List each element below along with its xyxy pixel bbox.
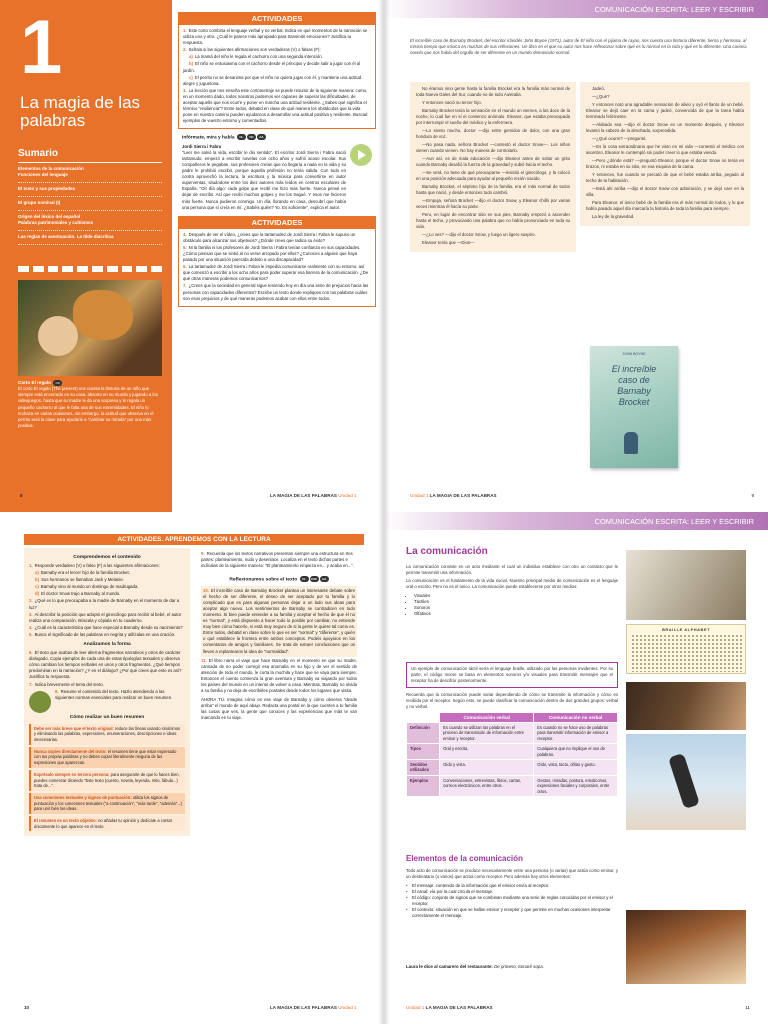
sign-language-photo bbox=[626, 682, 746, 730]
elementos-section: Todo acto de comunicación se produce necesariamente entre una persona (o varias) que actúa como emisor, y un destinatario (o varios) que actúa como receptor. Pero además hay otros elementos: • El mensaje: contenido de la información que el emisor envía al receptor. • El canal: vía por la cual circula el mensaje. • El código: conjunto de signos que se combinan mediante una serie de reglas conocidas por el emisor y el receptor. • El contexto: situación en que se hallan emisor y receptor y que permite en muchas ocasiones interpretar correctamente el mensaje. bbox=[406, 868, 618, 919]
footer: Unidad 1 LA MAGIA DE LAS PALABRAS bbox=[406, 1005, 493, 1010]
activities-band: ACTIVIDADES. APRENDEMOS CON LA LECTURA bbox=[24, 534, 364, 545]
comprendemos-title: Comprendemos el contenido bbox=[73, 555, 141, 560]
page-number: 11 bbox=[745, 1005, 750, 1010]
activities-header: ACTIVIDADES bbox=[178, 12, 376, 25]
video-still-image[interactable] bbox=[18, 280, 162, 376]
activity-item: 3. La lección que nos enseña este cortometraje se puede resumir de la siguiente manera: como, en un momento dado, todos nosotros podemos ser capaces de superar las dificultades, de aceptar aquello que nos ocurre y poner en marcha una actitud resiliente. ¿Sabes qué significa el término "resiliencia"? Entre todos, debatid en clase de qué manera los obstáculos que la vida pone en nuestro camino pueden ayudarnos a desarrollar una actitud positiva y resiliente. Buscad ejemplos de vuestro entorno y comentadlos. bbox=[183, 87, 368, 124]
footer: LA MAGIA DE LAS PALABRAS Unidad 1 bbox=[270, 1005, 357, 1010]
activity-subitem: c) El perrito no se desanima por que el niño no quiera jugar con él, y mantiene una actitud alegre y juguetona. bbox=[183, 74, 362, 86]
activity-item: 4. Después de ver el vídeo, ¿crees que la tartamudez de Jordi Sierra i Fabra le supuso un obstáculo para alcanzar sus objetivos? ¿Dónde crees que radica su éxito? bbox=[183, 231, 356, 243]
aa-icon: AA bbox=[320, 576, 329, 582]
braille-callout: Un ejemplo de comunicación táctil sería el lenguaje braille, utilizado por las personas invidentes. Por su parte, el código morse se basa en elementos sonoros y/o visuales para transmitir mensajes que el receptor ha de descifrar posteriormente. bbox=[406, 662, 618, 688]
page-9 bbox=[384, 0, 768, 512]
final-question: Laura le dice al camarero del restaurante: De primero, tomaré sopa. bbox=[406, 964, 544, 969]
page-number: 9 bbox=[751, 493, 754, 498]
table-row: Sentidos utilizados Oído y vista. Oído, vista, tacto, olfato y gusto. bbox=[407, 760, 618, 776]
braille-alphabet-image: BRAILLE ALPHABET bbox=[626, 624, 746, 674]
activity-item: 2. Señala si las siguientes afirmaciones son verdaderas (V) o falsas (F): bbox=[183, 47, 321, 53]
sumario-item[interactable]: Elementos de la comunicación Funciones del lenguaje bbox=[18, 163, 162, 183]
activities-body bbox=[178, 25, 376, 129]
page-8 bbox=[0, 0, 384, 512]
sumario-item[interactable]: Las reglas de acentuación. La tilde diacrítica bbox=[18, 231, 162, 245]
story-right-column: Jadeó. —¿Qué? Y entonces notó una agradable sensación de alivio y oyó el llanto de un bebé. Eleanor se dejó caer en la cama y jadeó, convencida de que la tarea había terminado felizmente. —Alabado sea —dijo el doctor Snow en un momento después, y Eleanor levantó la cabeza de la almohada, sorprendida. —¿Qué ocurre? —preguntó. —Es la cosa extraordinaria que he visto en mi vida —contestó el médico con asombro. Eleanor le contempló sin poder creer lo que estaba viendo. —Pero ¿dónde está? —preguntó Eleanor, porque el doctor Snow no tenía en brazos, ni estaba en su sitio, en esa esquina de la cama. Y entonces, fue cuando se percató de que el bebé estaba arriba, pegado al techo de la habitación. —Está ahí arriba —dijo el doctor Snow con admiración, y se dejó caer en la silla. Para Eleanor, el único bebé de la familia era el más normal de todos, y lo que había pasado aquel día marcaría la historia de toda la familia para siempre. La ley de la gravedad. bbox=[580, 82, 750, 226]
table-row: Definición Es cuando se utilizan las palabras en el proceso de transmisión de información entre emisor y receptor. Es cuando no se hace uso de palabras para transmitir información de emisor a receptor. bbox=[407, 723, 618, 744]
activity-item: 5. Ni la familia ni los profesores de Jordi Sierra i Fabra tenían confianza en sus capacidades. ¿Cómo piensas que se sintió al no verse arropado por ellos? ¿Conoces a alguien que haya pasado por una situación parecida debido a una discapacidad? bbox=[183, 244, 361, 263]
comunicacion-table: Comunicación verbal Comunicación no verbal Definición Es cuando se utilizan las palabras en el proceso de transmisión de información entre emisor y receptor. Es cuando no se hace uso de palabras para transmitir información de emisor a receptor. Tipos Oral y escrita. Cualquiera que no implique el uso de palabras. Sentidos utilizados Oído y vista. Oído, vista, tacto, olfato y gusto. Ejemplos Conversaciones, entrevistas, libros, cartas, correos electrónicos, entre otros. Gestos, miradas, postura, emoticonos, expresiones faciales y corporales, entre otros. bbox=[406, 712, 618, 797]
sumario-item[interactable]: El texto y sus propiedades bbox=[18, 183, 162, 197]
sumario bbox=[18, 148, 162, 245]
clasificacion-text: Recuerda que la comunicación puede variar dependiendo de cómo se transmite la información y cómo es recibida por el receptor. Según esto, se puede clasificar la comunicación dentro de dos grandes grupos: verbal y no verbal. bbox=[406, 692, 618, 709]
activity-item: 1. Este corto combina el lenguaje verbal y no verbal. Indica en qué momentos de la narración se utiliza uno y otro. ¿Cuál le parece más apropiado para transmitir emociones? Justifica tu respuesta. bbox=[183, 28, 368, 46]
activity-item: 10. El increíble caso de Barnaby Brocket plantea un interesante debate sobre el hecho de ser diferente, el deseo de ser aceptado por tu familia y lo complicado que es para algunas personas dejar a un lado sus ideas para aceptar algo nuevo. Los sentimientos de Barnaby se contradicen en todo momento. Si bien puede entender a su familia y aceptar el hecho de que él no es "normal", y está dispuesto a hacer todo lo posible por cambiar, no entiende muy bien cómo hacerlo, ni está muy seguro de si la gente le quiere tal como es. Entre todos, debatid en clase sobre lo que es ser "normal" y "diferente", y quién o qué establece la frontera entre ambos conceptos. Podéis apoyaros en los comentarios de amigos y familiares. Se trata de extraer conclusiones que os lleven a replantearos la idea de "normalidad". bbox=[201, 586, 357, 657]
activity-item: 11. El libro narra el viaje que hace Barnaby en el momento en que su madre, cansada de no poder corregir esa anomalía en su hijo y de ver el sentido de atención de todo el mundo, le corta la mochila y hace que se vaya para siempre. Entonces el cuento comienza la gran aventura y Barnaby va viajando por todos los países del mundo en un intento de volver a casa. Mientras, Barnaby no olvida a su familia y no deja de escribirles postales desde todos los lugares que visita. bbox=[201, 657, 357, 694]
book-icon bbox=[29, 691, 51, 713]
left-activity-column: Comprendemos el contenido 1. Responde verdadero (V) o falso (F) a las siguientes afirmaciones: a) Barnaby era el tercer hijo de la familia Brocket. b) Sus hermanos se llamaban Jack y Melanie. c) Barnaby vino al mundo un domingo de madrugada. d) El doctor Snow trajo a Barnaby al mundo. 2. ¿Qué es lo que preocupaba a la madre de Barnaby en el momento de dar a luz? 3. Al describir la posición que adoptó el ginecólogo para recibir al bebé, el autor realiza una comparación. Búscala y cópiala en tu cuaderno. 4. ¿Cuál es la característica que hace especial a Barnaby desde su nacimiento? 5. Busca el significado de las palabras en negrita y utilízalas en una oración. Analizamos la forma 6. El texto que acabas de leer alterna fragmentos narrativos y otros de carácter dialogado. Copia ejemplos de cada una de estas tipologías textuales y observa cómo cambian los tiempos verbales en unos y otros fragmentos. ¿Qué tiempos predominan en la narración? ¿Y en el diálogo? ¿Por qué crees que esto es así? Justifica tu respuesta. 7. Indica brevemente el tema del texto. 8. Resume el contenido del texto. Hazlo atendiendo a las siguientes normas esenciales para realizar un buen resumen. Cómo realizar un buen resumen Debe ser más breve que el texto original: reduce las líneas usando sinónimos y eliminando las palabras, expresiones, enumeraciones, descripciones e ideas innecesarias. Nunca copies directamente del texto: el resumen tiene que estar expresado con tus propias palabras y no debes copiar literalmente ninguna de las expresiones que aparezcan. Exprésalo siempre en tercera persona: para asegurarte de que lo haces bien, puedes comenzar diciendo "Este texto (cuento, novela, leyenda, mito, fábula...) trata de...". Usa conectores textuales y signos de puntuación: utiliza los signos de puntuación y los conectores textuales ("a continuación", "más tarde", "además"...) para unir bien las ideas. El resumen es un texto objetivo: no añadas tu opinión y dedícate a contar únicamente lo que aparece en el texto. bbox=[24, 548, 190, 836]
sumario-title: Sumario bbox=[18, 148, 162, 163]
jordi-text: "Leer me salvó la vida, escribir le dio sentido". El escritor Jordi Sierra i Fabra nació tartamudo, empezó a escribir novelas con ocho años y sufrió acoso escolar. Sus compañeros le pegaban, sus profesores creían que no llegaría a nada en la vida y su padre le prohibió escribir, porque aquella profesión no tenía salida. Con todo en contra aprovechó la lectura, la escritura y la música para convertirse en autor superventas, situándose entre los diez autores más leídos en centros escolares de España. "Oír día algo: cada golpe que recibí me hizo más fuerte. Nunca pensé en dejar de escribir. Así que recibí muchos golpes y me los tragué. Y esos me hicieron más fuerte. Nunca pudieron conmigo. Un día, llorando en casa, descubrí que había una persona que sí creía en mí. ¿Sabéis quién? Yo. Es suficiente", explica el autor. bbox=[182, 149, 346, 210]
reflexionamos-title: Reflexionamos sobre el texto CL CSC AA bbox=[201, 576, 357, 582]
orange-sidebar bbox=[0, 0, 172, 512]
resumen-title: Cómo realizar un buen resumen bbox=[69, 714, 145, 720]
unit-number: 1 bbox=[20, 5, 63, 90]
cd-icon: CD bbox=[247, 134, 256, 140]
sumario-item[interactable]: Origen del léxico del español Palabras patrimoniales y cultismos bbox=[18, 211, 162, 231]
aa-icon: AA bbox=[257, 134, 266, 140]
table-row: Ejemplos Conversaciones, entrevistas, libros, cartas, correos electrónicos, entre otros. Gestos, miradas, postura, emoticonos, expresiones faciales y corporales, entre otros. bbox=[407, 775, 618, 796]
short-film-title: Corto El regalo bbox=[18, 380, 51, 386]
activity-item: 7. ¿Crees que la sociedad en general sigue teniendo hoy en día una serie de prejuicios hacia las personas con capacidades diferentes? Escribe un texto donde expliques con tus palabras cuáles son esos prejuicios y de qué maneras podemos acabar con ellos entre todos. bbox=[183, 283, 369, 301]
book-cover-image bbox=[590, 346, 678, 468]
cl-icon: CL bbox=[237, 134, 246, 140]
elementos-title: Elementos de la comunicación bbox=[406, 854, 523, 863]
page-number: 8 bbox=[20, 493, 23, 498]
short-film-caption: Corto El regalo CD El corto El regalo (The present) nos cuenta la historia de un niño que siempre está encerrado en su casa, absorto en su mundo y jugando a los videojuegos, hasta que su madre le da una sorpresa y le regala un pequeño cachorro al que le falta una de sus extremidades. El niño lo rechaza en varias ocasiones, sin embargo, la actitud que observa en el perrito será la clave para ayudarle a "cambiar su mirada" por una más positiva. bbox=[18, 380, 162, 429]
cl-icon: CL bbox=[300, 576, 309, 582]
section-band: COMUNICACIÓN ESCRITA: LEER Y ESCRIBIR bbox=[384, 0, 768, 18]
decorative-dashes bbox=[18, 266, 162, 272]
medios-list: • Visuales • Táctiles • Sonoros • Olfativos bbox=[414, 593, 618, 617]
book-title: El increíble caso de Barnaby Brocket bbox=[611, 364, 657, 407]
story-left-column: No éramos sino gente hasta la familia Brocket era la familia más normal de toda Nueva Gales del Sur, cuando no de todo Australia. Y entonces nació su tercer hijo. Barnaby Brocket tenía la sensación en el mundo un viernes, a las doce de la noche, lo cual fue en sí el comienzo anómalo. Eleanor, que estaba preocupada por interrumpir el sueño del médico y la enfermera. —Lo siento mucho, doctor —dijo entre gemidos de dolor, con una gran hondura de voz. —No pasa nada, señora Brocket —contestó el doctor Snow—. Los niños vienen cuando vienen. No hay manera de controlarlo. —Aun así, es de mala educación —dijo Eleanor antes de soltar un grito cuando Barnaby desafió la fuerza de la gravedad y subió hacia el techo. —Se verá, no tiene de qué preocuparse —insistió el ginecólogo, y la colocó en una posición adecuada para ayudar al pequeño recién nacido. Barnaby Brocket, el séptimo hijo de la familia, era el más normal de todos hasta que nació, y desde entonces todo cambió. —Empuja, señora Brocket —dijo el doctor Snow, y Eleanor chilló por varias veces mientras él hacía su parte. Pero, en lugar de encontrar sitio en sus pies, Barnaby empezó a ascender hasta el techo, y provocando una palabra que no había pronunciado en toda su vida. —¿Lo ves? —dijo el doctor Snow, y luego un ligero suspiro. Eleanor tenía que —Dios— bbox=[410, 82, 576, 252]
reading-intro: El increíble caso de Barnaby Brocket, del escritor irlandés John Boyne (1971), autor de El niño con el pijama de rayas, nos cuenta una historia diferente, tierna y hermosa, al mismo tiempo que irónica en muchas de sus reflexiones. Un libro en el que su autor nos hace reflexionar sobre qué es lo normal en la vida y qué es lo diferente. Una curiosa novela que nos habla del orgullo de ser diferente en un mundo demasiado normal. bbox=[410, 38, 747, 56]
ahora-tu: AHORA TÚ. Imagina cómo es ese viaje de Barnaby y cómo observa "desde arriba" el mundo de aquí abajo. Redacta una postal en la que cuentes a tu familia las cosas que ves, la gente que conoces y las experiencias que más te van marcando en tu viaje. bbox=[201, 697, 357, 721]
activities2-body bbox=[178, 229, 376, 307]
footer: Unidad 1 LA MAGIA DE LAS PALABRAS bbox=[410, 493, 497, 498]
activity-item: 6. La tartamudez de Jordi Sierra i Fabra le impedía comunicarse oralmente con su entorno, así que comenzó a escribir a los ocho años para poder superar esa barrera de la comunicación. ¿De qué otras maneras podemos comunicarnos? bbox=[183, 264, 369, 282]
play-video-icon[interactable] bbox=[350, 144, 372, 166]
section-title: La comunicación bbox=[406, 546, 488, 557]
page-11 bbox=[384, 512, 768, 1024]
conversation-photo bbox=[626, 550, 746, 620]
activity-subitem: a) La mamá del niño le regala el cachorro con una segunda intención. bbox=[189, 54, 323, 60]
unit-title: La magia de las palabras bbox=[20, 93, 141, 130]
jordi-name: Jordi Sierra i Fabra bbox=[182, 143, 222, 149]
csc-icon: CSC bbox=[310, 577, 318, 582]
activities-column bbox=[178, 12, 376, 307]
page-number: 10 bbox=[24, 1005, 30, 1010]
jordi-section bbox=[178, 144, 376, 211]
page-10 bbox=[0, 512, 384, 1024]
short-film-text: El corto El regalo (The present) nos cuenta la historia de un niño que siempre está encerrado en su casa, absorto en su mundo y jugando a los videojuegos, hasta que su madre le da una sorpresa y le regala un pequeño cachorro al que le falta una de sus extremidades. El niño lo rechaza en varias ocasiones, sin embargo, la actitud que observa en el perrito será la clave para ayudarle a "cambiar su mirada" por una más positiva. bbox=[18, 386, 158, 428]
activities2-header: ACTIVIDADES bbox=[178, 216, 376, 229]
activity-subitem: b) El niño se entusiasma con el cachorro desde el principio y decide salir a jugar con él al jardín. bbox=[183, 61, 361, 73]
sumario-item[interactable]: El grupo nominal (I) bbox=[18, 197, 162, 211]
table-row: Tipos Oral y escrita. Cualquiera que no implique el uso de palabras. bbox=[407, 744, 618, 760]
section-band: COMUNICACIÓN ESCRITA: LEER Y ESCRIBIR bbox=[384, 512, 768, 530]
book-author: JOHN BOYNE bbox=[622, 352, 646, 356]
dancer-photo bbox=[626, 734, 746, 830]
inform-title: Infórmate, mira y habla CL CD AA bbox=[182, 134, 376, 140]
comunicacion-intro: La comunicación consiste en un acto mediante el cual un individuo establece con otro un contacto que le permite transmitir una información. La comunicación es el fundamento de la vida social. Nuestro principal medio de comunicación es el lenguaje oral o escrito. Pero no es el único. La comunicación puede establecerse por otros medios: • Visuales • Táctiles • Sonoros • Olfativos bbox=[406, 564, 618, 617]
restaurant-photo bbox=[626, 910, 746, 984]
resumen-steps: Debe ser más breve que el texto original: reduce las líneas usando sinónimos y eliminando las palabras, expresiones, enumeraciones, descripciones e ideas innecesarias. Nunca copies directamente del texto: el resumen tiene que estar expresado con tus propias palabras y no debes copiar literalmente ninguna de las expresiones que aparezcan. Exprésalo siempre en tercera persona: para asegurarte de que lo haces bien, puedes comenzar diciendo "Este texto (cuento, novela, leyenda, mito, fábula...) trata de...". Usa conectores textuales y signos de puntuación: utiliza los signos de puntuación y los conectores textuales ("a continuación", "más tarde", "además"...) para unir bien las ideas. El resumen es un texto objetivo: no añadas tu opinión y dedícate a contar únicamente lo que aparece en el texto. bbox=[29, 724, 185, 832]
analizamos-title: Analizamos la forma bbox=[83, 642, 131, 648]
footer: LA MAGIA DE LAS PALABRAS Unidad 1 bbox=[270, 493, 357, 498]
right-activity-column: 9. Recuerda que los textos narrativos presentan siempre una estructura en tres partes: planteamiento, nudo y desenlace. Localiza en el texto dichas partes e indícalas de la siguiente manera: "El planteamiento empieza en... y acaba en...". Reflexionamos sobre el texto CL CSC AA 10. El increíble caso de Barnaby Brocket plantea un interesante debate sobre el hecho de ser diferente, el deseo de ser aceptado por tu familia y lo complicado que es para algunas personas dejar a un lado sus ideas para aceptar algo nuevo. Los sentimientos de Barnaby se contradicen en todo momento. Si bien puede entender a su familia y aceptar el hecho de que él no es "normal", y está dispuesto a hacer todo lo posible por cambiar, no entiende muy bien cómo hacerlo, ni está muy seguro de si la gente le quiere tal como es. Entre todos, debatid en clase sobre lo que es ser "normal" y "diferente", y quién o qué establece la frontera entre ambos conceptos. Podéis apoyaros en los comentarios de amigos y familiares. Se trata de extraer conclusiones que os lleven a replantearos la idea de "normalidad". 11. El libro narra el viaje que hace Barnaby en el momento en que su madre, cansada de no poder corregir esa anomalía en su hijo y de ver el sentido de atención de todo el mundo, le corta la mochila y hace que se vaya para siempre. Entonces el cuento comienza la gran aventura y Barnaby va viajando por todos los países del mundo en un intento de volver a casa. Mientras, Barnaby no olvida a su familia y no deja de escribirles postales desde todos los lugares que visita. AHORA TÚ. Imagina cómo es ese viaje de Barnaby y cómo observa "desde arriba" el mundo de aquí abajo. Redacta una postal en la que cuentes a tu familia las cosas que ves, la gente que conoces y las experiencias que más te van marcando en tu viaje. bbox=[201, 551, 357, 721]
